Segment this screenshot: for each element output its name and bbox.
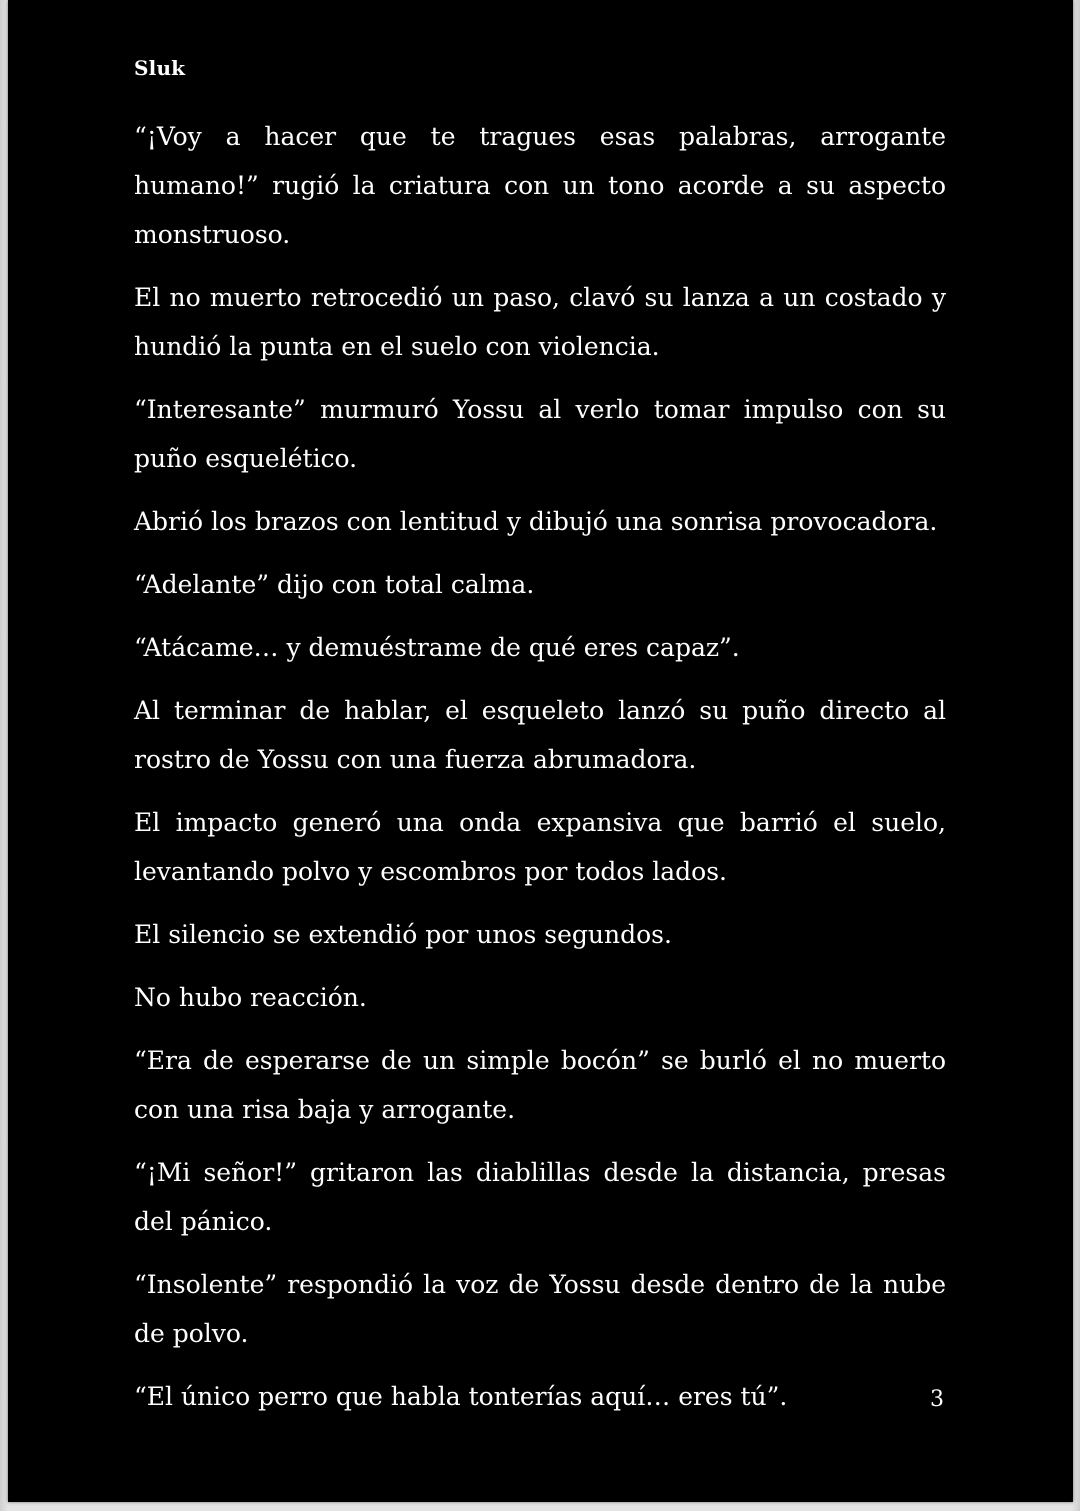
paragraph-2: El no muerto retrocedió un paso, clavó su lanza a un costado y hundió la punta en el suelo con violencia.	[134, 283, 946, 361]
document-page	[8, 0, 1073, 1502]
paragraph-4: Abrió los brazos con lentitud y dibujó una sonrisa provocadora.	[134, 507, 938, 536]
page-body-text	[134, 112, 946, 1435]
paragraph-3: “Interesante” murmuró Yossu al verlo tomar impulso con su puño esquelético.	[134, 395, 946, 473]
paragraph-8: El impacto generó una onda expansiva que barrió el suelo, levantando polvo y escombros por todos lados.	[134, 808, 946, 886]
paragraph-9: El silencio se extendió por unos segundos.	[134, 920, 672, 949]
paragraph-7: Al terminar de hablar, el esqueleto lanzó su puño directo al rostro de Yossu con una fuerza abrumadora.	[134, 696, 946, 774]
running-header: Sluk	[134, 56, 186, 80]
paragraph-1: “¡Voy a hacer que te tragues esas palabras, arrogante humano!” rugió la criatura con un tono acorde a su aspecto monstruoso.	[134, 122, 946, 249]
paragraph-11: “Era de esperarse de un simple bocón” se burló el no muerto con una risa baja y arrogante.	[134, 1046, 946, 1124]
paragraph-12: “¡Mi señor!” gritaron las diablillas desde la distancia, presas del pánico.	[134, 1158, 946, 1236]
paragraph-5: “Adelante” dijo con total calma.	[134, 570, 535, 599]
paragraph-14: “El único perro que habla tonterías aquí… eres tú”.	[134, 1382, 788, 1411]
paragraph-13: “Insolente” respondió la voz de Yossu desde dentro de la nube de polvo.	[134, 1270, 946, 1348]
page-number: 3	[930, 1387, 944, 1412]
paragraph-6: “Atácame… y demuéstrame de qué eres capaz”.	[134, 633, 740, 662]
paragraph-10: No hubo reacción.	[134, 983, 367, 1012]
